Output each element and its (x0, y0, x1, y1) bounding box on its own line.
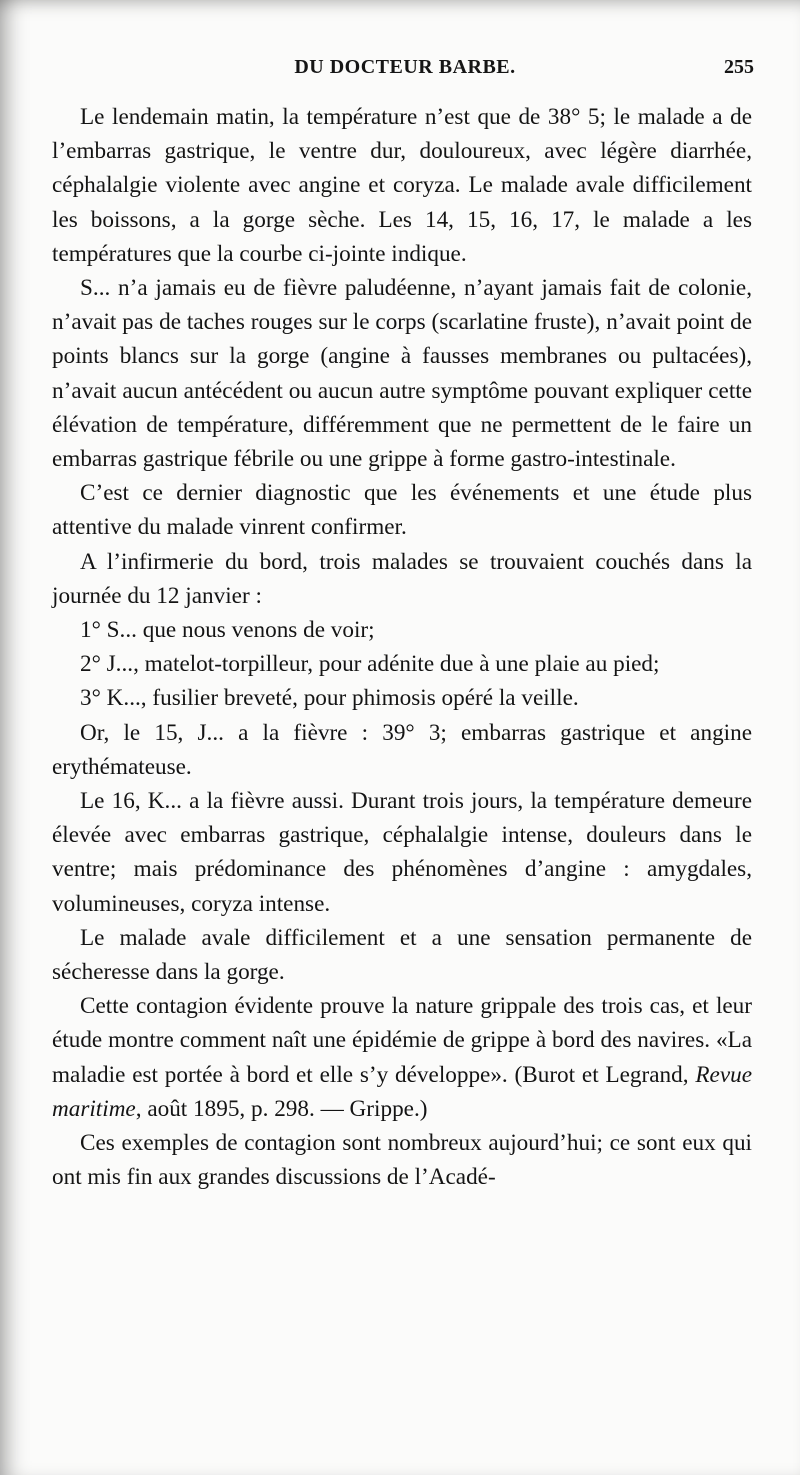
page-header (56, 56, 754, 86)
citation-text: Cette contagion évidente prouve la nature grippale des trois cas, et leur étude montre comment naît une épidémie de grippe à bord des navires. «La maladie est portée à bord et elle s’y développe». (Burot et Legrand, (52, 993, 752, 1088)
list-item: 1° S... que nous venons de voir; (80, 617, 375, 644)
page-number: 255 (724, 56, 754, 78)
body-text (52, 100, 752, 1195)
list-item: 2° J..., matelot-torpilleur, pour adénite due à une plaie au pied; (80, 651, 660, 678)
list-item: 3° K..., fusilier breveté, pour phimosis opéré la veille. (80, 685, 579, 712)
paragraph: Le 16, K... a la fièvre aussi. Durant trois jours, la température demeure élevée avec embarras gastrique, céphalalgie intense, douleurs dans le ventre; mais prédominance des phénomènes d’angine : amygdales, volumineuses, coryza intense. (52, 788, 752, 917)
paragraph: A l’infirmerie du bord, trois malades se trouvaient couchés dans la journée du 12 janvier : (52, 548, 752, 609)
running-title: DU DOCTEUR BARBE. (294, 56, 516, 78)
paragraph: Le malade avale difficilement et a une sensation permanente de sécheresse dans la gorge. (52, 924, 752, 986)
paragraph: C’est ce dernier diagnostic que les événements et une étude plus attentive du malade vinrent confirmer. (52, 480, 752, 541)
journal-title: Revue maritime (52, 1061, 752, 1122)
paragraph: Le lendemain matin, la température n’est que de 38° 5; le malade a de l’embarras gastrique, le ventre dur, douloureux, avec légère diarrhée, céphalalgie violente avec angine et coryza. Le malade avale difficilement les boissons, a la gorge sèche. Les 14, 15, 16, 17, le malade a les températures que la courbe ci-jointe indique. (52, 104, 752, 267)
citation-paragraph (52, 989, 752, 1126)
paragraph: Ces exemples de contagion sont nombreux aujourd’hui; ce sont eux qui ont mis fin aux grandes discussions de l’Acadé- (52, 1130, 752, 1191)
paragraph: Or, le 15, J... a la fièvre : 39° 3; embarras gastrique et angine erythémateuse. (52, 719, 752, 780)
citation-details: , août 1895, p. 298. — Grippe.) (135, 1095, 428, 1122)
paragraph: S... n’a jamais eu de fièvre paludéenne, n’ayant jamais fait de colonie, n’avait pas de taches rouges sur le corps (scarlatine fruste), n’avait point de points blancs sur la gorge (angine à fausses membranes ou pultacées), n’avait aucun antécédent ou aucun autre symptôme pouvant expliquer cette élévation de température, différemment que ne permettent de le faire un embarras gastrique fébrile ou une grippe à forme gastro-intestinale. (52, 275, 752, 473)
